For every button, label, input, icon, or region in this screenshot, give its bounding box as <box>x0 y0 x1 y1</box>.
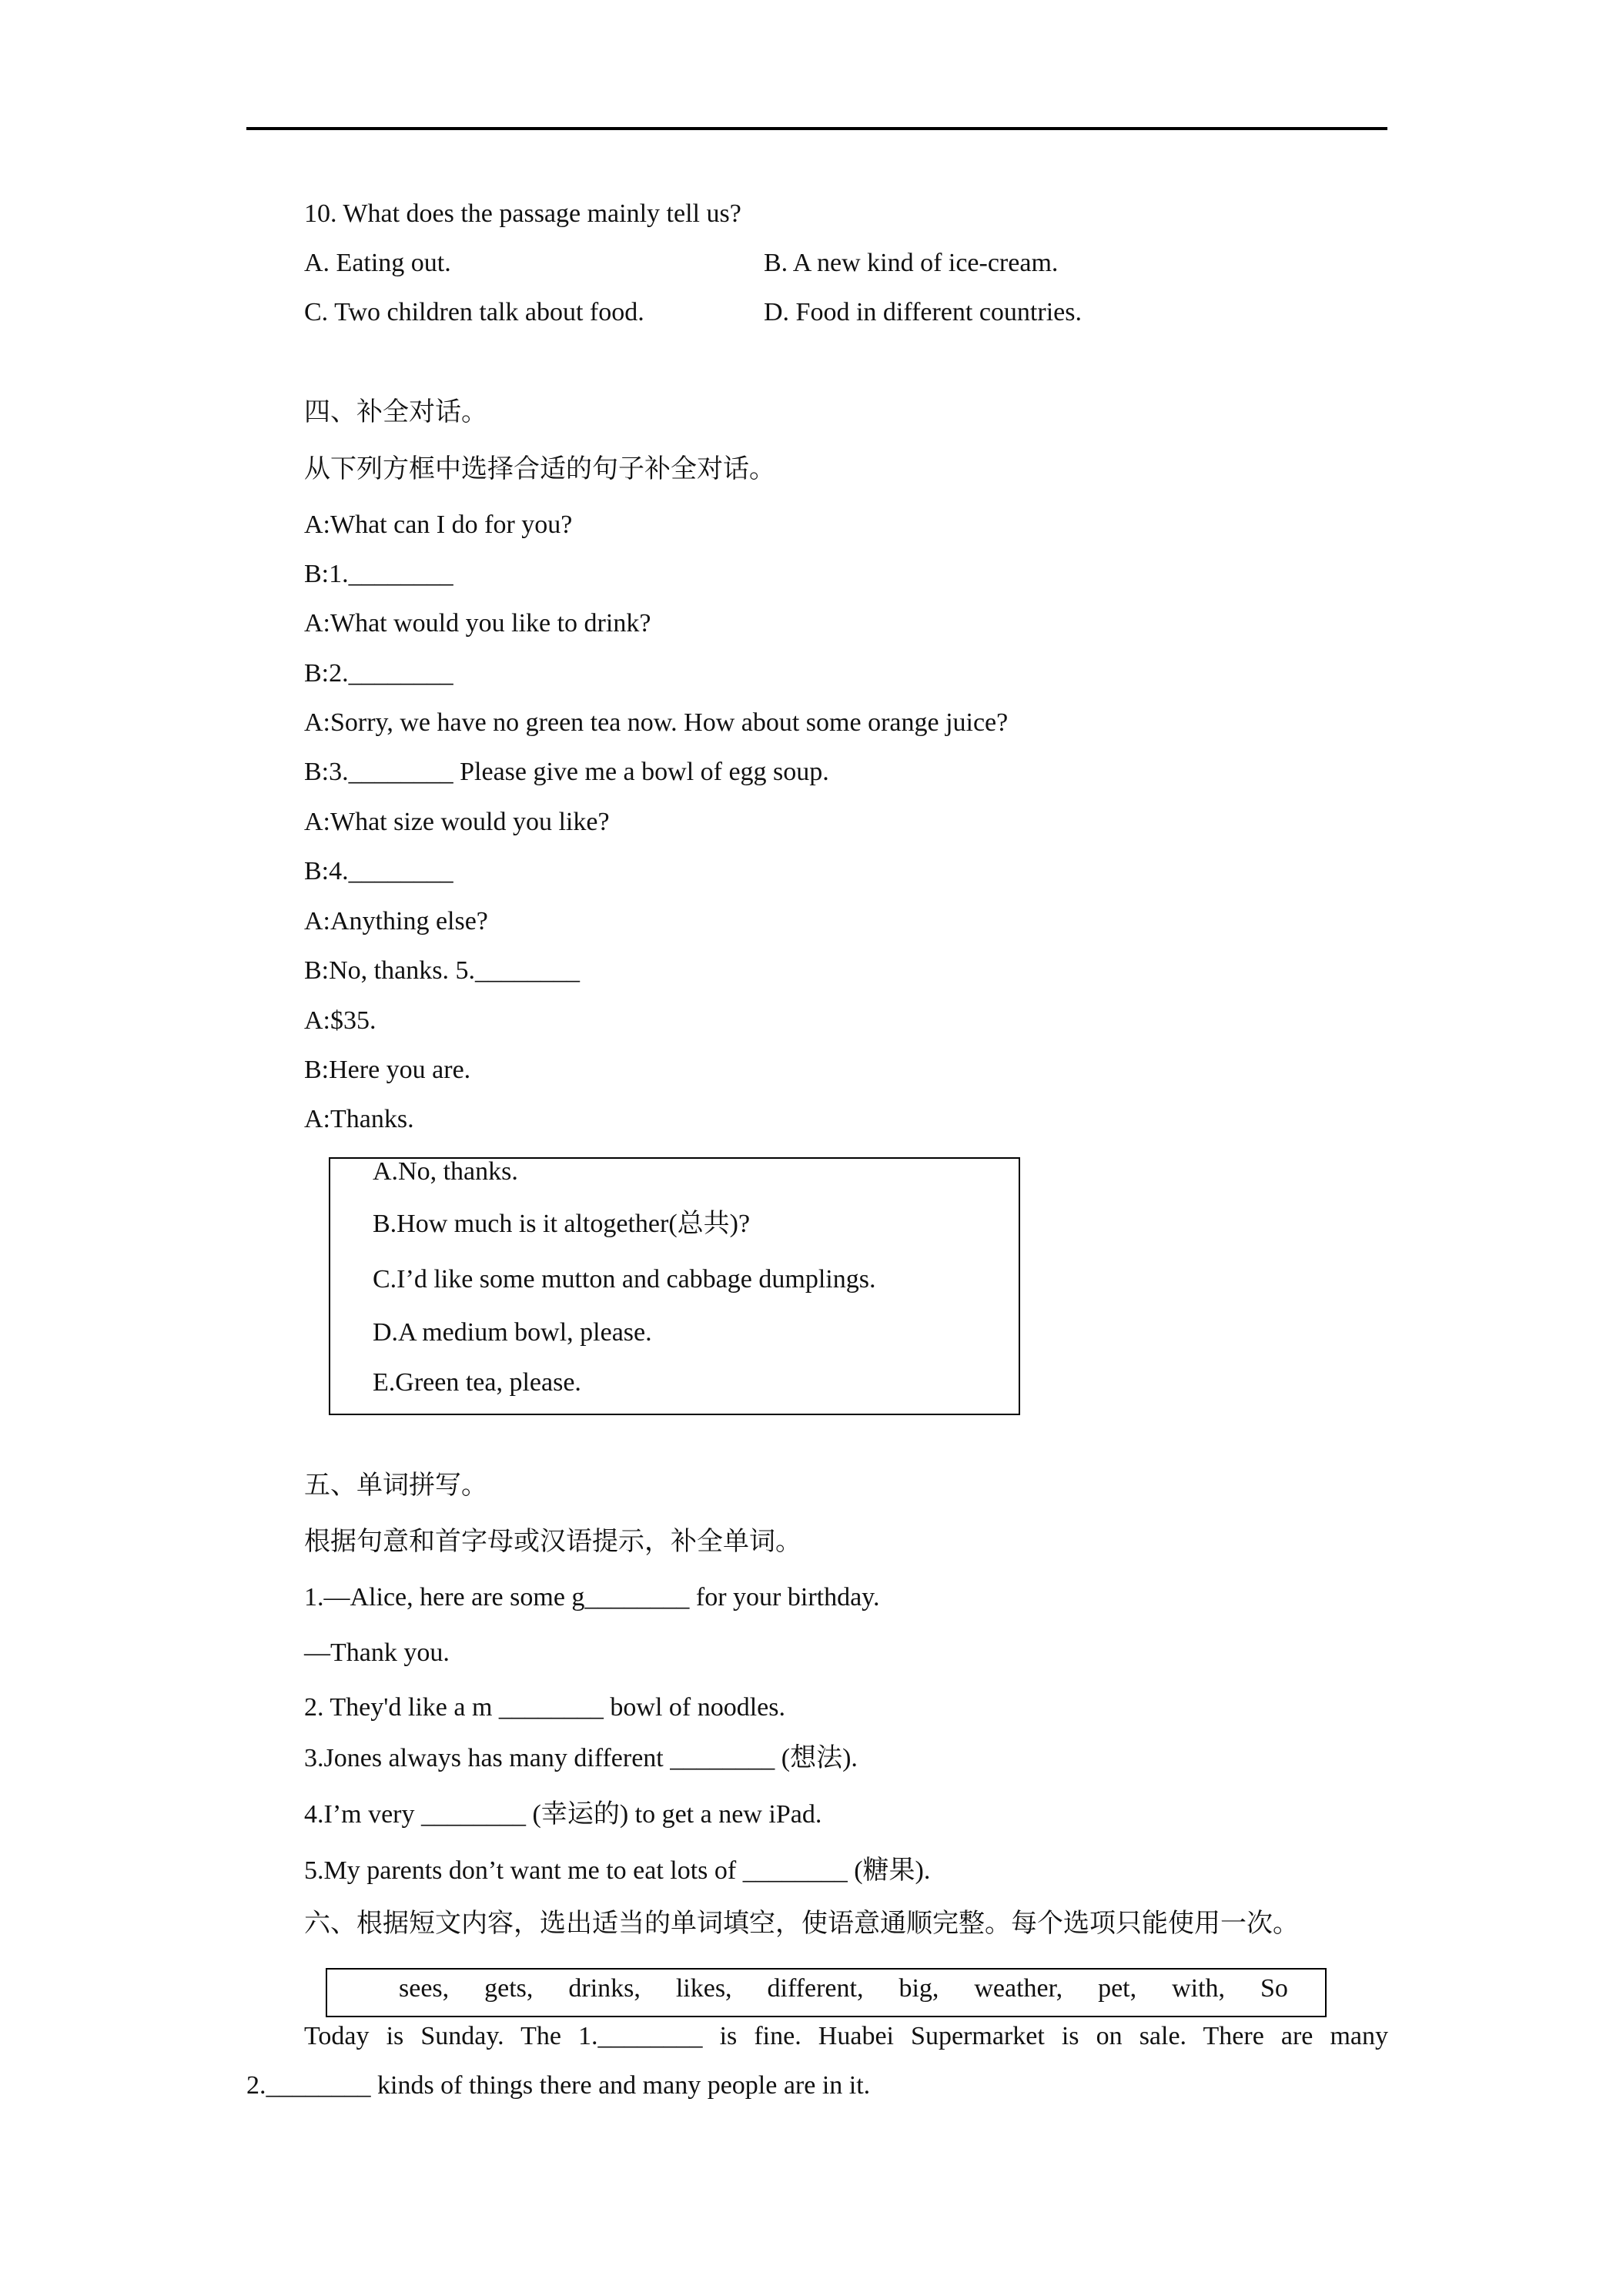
spelling-item: 2. They'd like a m ________ bowl of noodles. <box>304 1693 785 1722</box>
dialogue-line: B:2.________ <box>304 659 453 688</box>
passage-line-2: 2.________ kinds of things there and many people are in it. <box>246 2071 871 2100</box>
section5-instruction: 根据句意和首字母或汉语提示，补全单词。 <box>304 1528 801 1556</box>
dialogue-line: A:Sorry, we have no green tea now. How about some orange juice? <box>304 708 1009 737</box>
word-bank-item: with, <box>1172 1974 1226 2003</box>
q10-option-b: B. A new kind of ice-cream. <box>764 249 1059 277</box>
spelling-item: 1.—Alice, here are some g________ for your birthday. <box>304 1583 880 1612</box>
dialogue-line: A:What can I do for you? <box>304 510 573 539</box>
choice-b: B.How much is it altogether(总共)? <box>373 1210 751 1238</box>
passage-line-1: Today is Sunday. The 1.________ is fine. Huabei Supermarket is on sale. There are many <box>304 2022 1388 2050</box>
word-bank-item: big, <box>899 1974 939 2003</box>
dialogue-line: B:1.________ <box>304 560 453 588</box>
word-bank-item: pet, <box>1098 1974 1137 2003</box>
spelling-item: 5.My parents don’t want me to eat lots of ________ (糖果). <box>304 1856 931 1885</box>
word-bank-item: different, <box>767 1974 864 2003</box>
spelling-item: 3.Jones always has many different ________ (想法). <box>304 1744 858 1772</box>
dialogue-line: B:No, thanks. 5.________ <box>304 956 580 985</box>
dialogue-line: A:$35. <box>304 1006 376 1035</box>
word-bank-item: weather, <box>974 1974 1063 2003</box>
spelling-item: 4.I’m very ________ (幸运的) to get a new iPad. <box>304 1800 822 1829</box>
word-bank-item: drinks, <box>568 1974 641 2003</box>
section6-heading: 六、根据短文内容，选出适当的单词填空，使语意通顺完整。每个选项只能使用一次。 <box>304 1909 1299 1938</box>
dialogue-line: A:Anything else? <box>304 907 488 935</box>
dialogue-line: B:Here you are. <box>304 1056 471 1084</box>
choice-a: A.No, thanks. <box>373 1157 518 1186</box>
word-bank-item: likes, <box>675 1974 732 2003</box>
q10-option-c: C. Two children talk about food. <box>304 298 644 326</box>
word-bank-item: gets, <box>484 1974 534 2003</box>
choice-c: C.I’d like some mutton and cabbage dumplings. <box>373 1265 876 1294</box>
dialogue-line: B:4.________ <box>304 857 453 885</box>
word-bank <box>399 1973 1288 2004</box>
section4-heading: 四、补全对话。 <box>304 398 487 427</box>
choice-d: D.A medium bowl, please. <box>373 1318 652 1347</box>
word-bank-item: sees, <box>399 1974 450 2003</box>
q10-option-d: D. Food in different countries. <box>764 298 1082 326</box>
q10-stem: 10. What does the passage mainly tell us? <box>304 199 741 228</box>
section5-heading: 五、单词拼写。 <box>304 1471 487 1500</box>
word-bank-item: So <box>1260 1974 1288 2003</box>
section4-instruction: 从下列方框中选择合适的句子补全对话。 <box>304 455 775 484</box>
dialogue-line: A:What would you like to drink? <box>304 609 651 638</box>
choice-e: E.Green tea, please. <box>373 1368 581 1397</box>
dialogue-line: A:What size would you like? <box>304 808 610 836</box>
dialogue-line: B:3.________ Please give me a bowl of egg soup. <box>304 758 829 786</box>
q10-option-a: A. Eating out. <box>304 249 451 277</box>
spelling-item: —Thank you. <box>304 1638 450 1667</box>
header-rule <box>246 127 1387 130</box>
dialogue-line: A:Thanks. <box>304 1105 414 1133</box>
